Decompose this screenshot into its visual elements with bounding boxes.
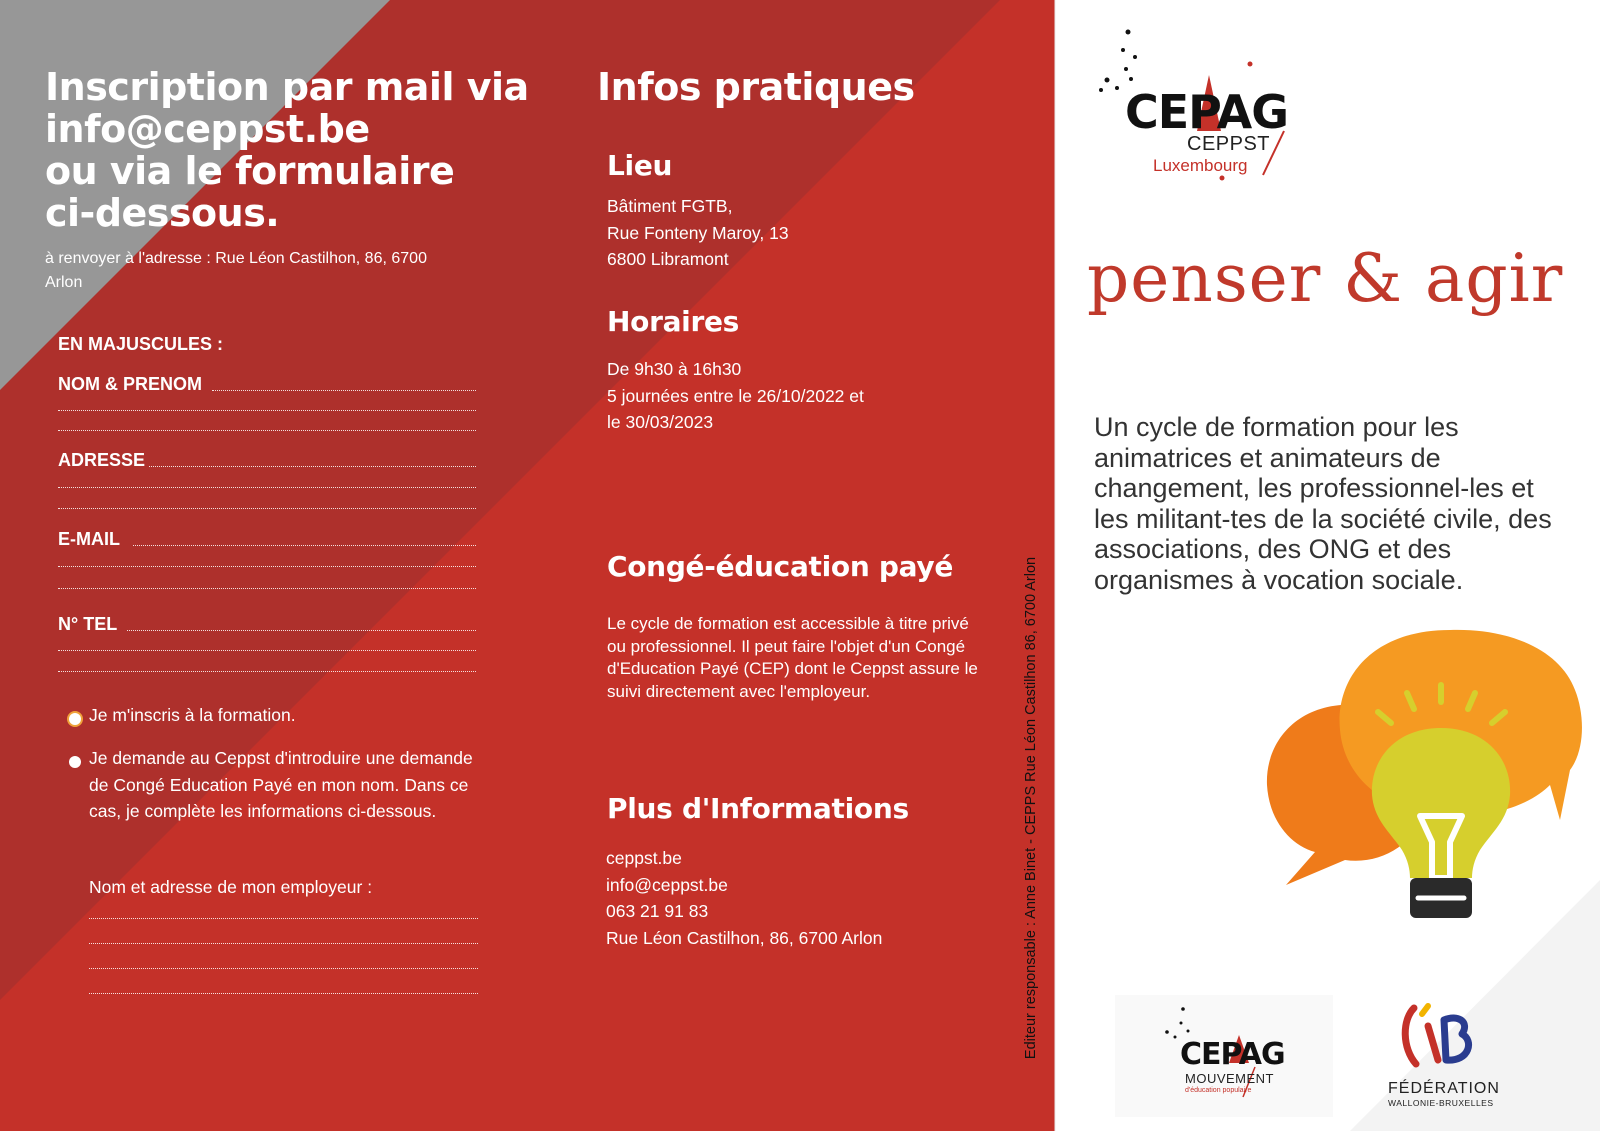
email-link[interactable]: info@ceppst.be [606, 874, 728, 895]
federation-sub: WALLONIE-BRUXELLES [1388, 1098, 1494, 1108]
hours-line: le 30/03/2023 [607, 412, 714, 432]
info-title: Infos pratiques [597, 65, 915, 109]
address-line-1[interactable] [149, 466, 476, 467]
leave-option-text: Je demande au Ceppst d'introduire une demande de Congé Education Payé en mon nom. Dans ce cas, je complète les informations ci-dessous. [89, 748, 473, 821]
register-option-text: Je m'inscris à la formation. [89, 705, 296, 725]
employer-label: Nom et adresse de mon employeur : [89, 877, 373, 897]
federation-wb-logo [1380, 1000, 1510, 1110]
phone-number: 063 21 91 83 [606, 901, 709, 921]
name-line-3[interactable] [58, 430, 476, 431]
registration-title-line-3: ou via le formulaire [45, 149, 455, 193]
registration-title-line-4: ci-dessous. [45, 191, 280, 235]
cover-title: penser & agir [1087, 240, 1564, 317]
bulb-glass [1372, 728, 1510, 878]
cepag-mouvement-logo [1115, 995, 1333, 1117]
more-heading: Plus d'Informations [607, 792, 909, 825]
employer-line-3[interactable] [89, 968, 478, 969]
place-heading: Lieu [607, 149, 673, 182]
cepag-sub-luxembourg: Luxembourg [1153, 156, 1248, 175]
email-line-2[interactable] [58, 566, 476, 567]
place-line: Rue Fonteny Maroy, 13 [607, 222, 789, 243]
email-label: E-MAIL [58, 529, 120, 549]
return-address: à renvoyer à l'adresse : Rue Léon Castilhon, 86, 6700 Arlon [45, 250, 427, 291]
website-link[interactable]: ceppst.be [606, 848, 682, 868]
federation-wb-graphic [1400, 1000, 1480, 1072]
place-line: 6800 Libramont [607, 249, 729, 269]
place-line: Bâtiment FGTB, [607, 196, 733, 216]
registration-title-line-2: info@ceppst.be [45, 107, 370, 151]
cover-tagline: Un cycle de formation pour les animatrices et animateurs de changement, les professionnel-les et les militant-tes de la société civile, des associations, des ONG et des organismes à vocation sociale. [1094, 412, 1552, 595]
address-line-3[interactable] [58, 508, 476, 509]
phone-line-1[interactable] [127, 630, 476, 631]
hours-heading: Horaires [607, 305, 740, 338]
name-line-1[interactable] [212, 390, 476, 391]
place-block [607, 193, 967, 273]
employer-line-2[interactable] [89, 943, 478, 944]
name-line-2[interactable] [58, 410, 476, 411]
cepag-mouvement-text: MOUVEMENT [1185, 1071, 1274, 1086]
address-line-2[interactable] [58, 487, 476, 488]
cepag-sub-ceppst: CEPPST [1187, 133, 1271, 155]
hours-line: De 9h30 à 16h30 [607, 359, 742, 379]
email-line-1[interactable] [133, 545, 476, 546]
caps-note: EN MAJUSCULES : [58, 334, 224, 354]
hours-block [607, 356, 967, 436]
cepag-education-text: d'éducation populaire [1185, 1087, 1252, 1094]
cepag-logo-top [1095, 25, 1305, 185]
more-block [606, 845, 986, 951]
cepag-word-top: CEPAG [1125, 85, 1289, 139]
federation-word: FÉDÉRATION [1388, 1080, 1500, 1097]
name-label: NOM & PRENOM [58, 374, 202, 394]
phone-line-2[interactable] [58, 650, 476, 651]
address-label: ADRESSE [58, 450, 146, 470]
phone-line-3[interactable] [58, 671, 476, 672]
leave-radio[interactable] [69, 756, 81, 768]
postal-address: Rue Léon Castilhon, 86, 6700 Arlon [606, 927, 883, 948]
publisher-note: Editeur responsable : Anne Binet - CEPPS Rue Léon Castilhon 86, 6700 Arlon [1023, 556, 1039, 1060]
email-line-3[interactable] [58, 588, 476, 589]
lightbulb-speech-bubbles-icon [1260, 620, 1590, 930]
leave-heading: Congé-éducation payé [607, 550, 954, 583]
register-radio[interactable] [69, 713, 81, 725]
cepag-word-bottom: CEPAG [1180, 1037, 1285, 1072]
registration-title [45, 66, 565, 234]
employer-line-4[interactable] [89, 993, 478, 994]
registration-title-line-1: Inscription par mail via [45, 65, 529, 109]
phone-label: N° TEL [58, 614, 118, 634]
employer-line-1[interactable] [89, 918, 478, 919]
hours-line: 5 journées entre le 26/10/2022 et [607, 385, 864, 406]
leave-text: Le cycle de formation est accessible à titre privé ou professionnel. Il peut faire l'objet d'un Congé d'Education Payé (CEP) dont le Ceppst assure le suivi directement avec l'employeur. [607, 614, 978, 701]
